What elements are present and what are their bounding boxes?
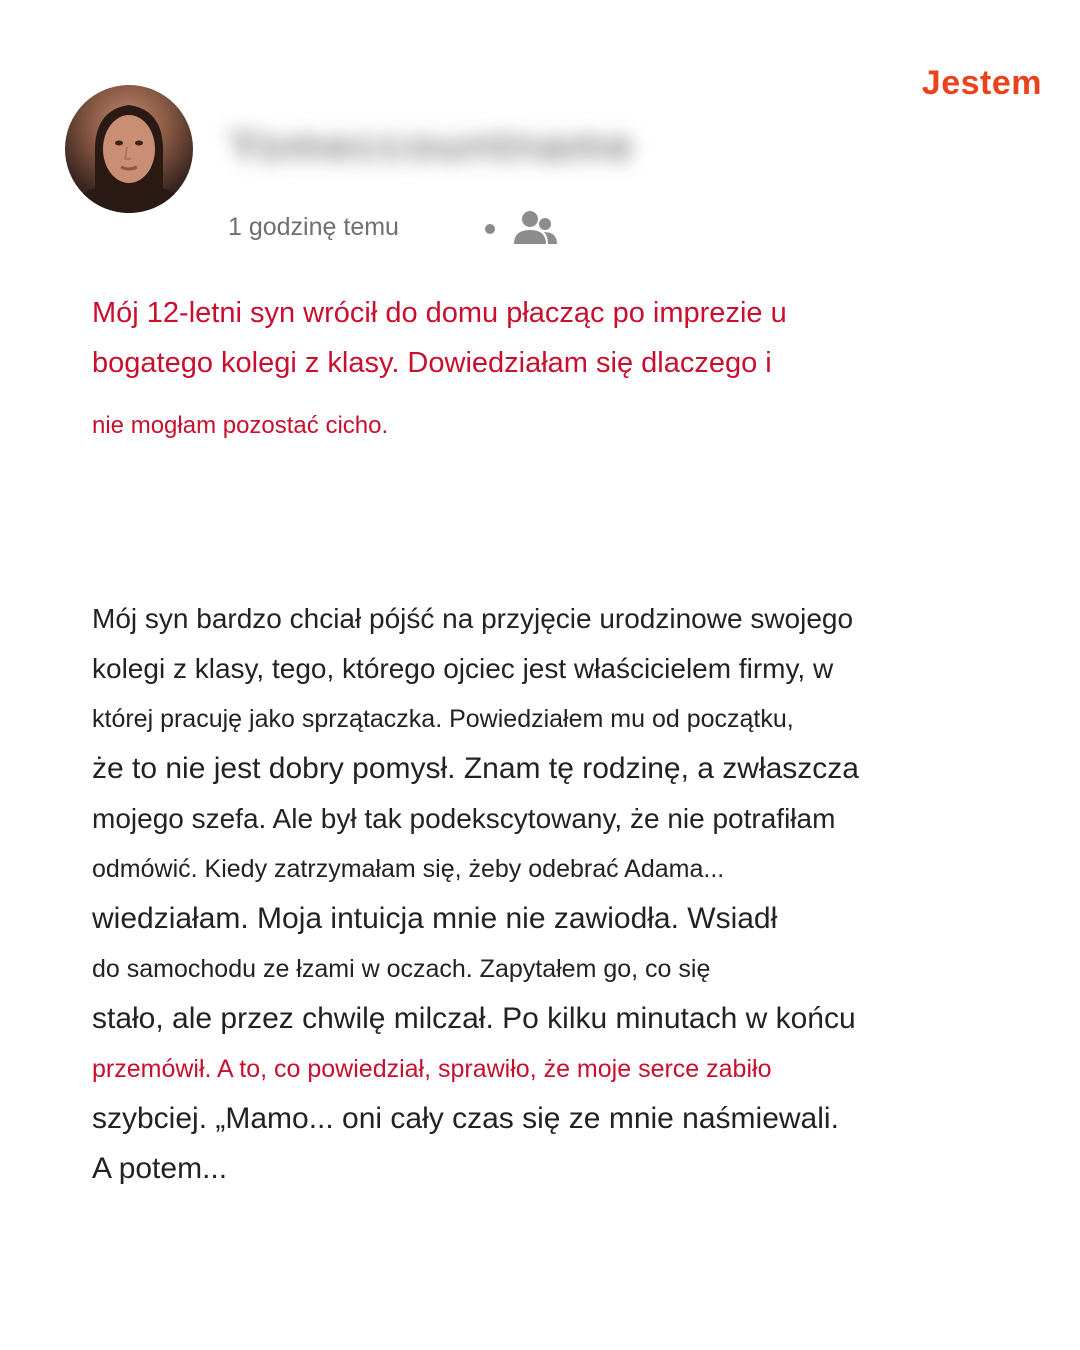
brand-logo[interactable]: Jestem (921, 64, 1042, 102)
separator-dot (485, 224, 495, 234)
body-line: odmówić. Kiedy zatrzymałam się, żeby odebrać Adama... (92, 855, 725, 883)
body-line: której pracuję jako sprzątaczka. Powiedziałem mu od początku, (92, 705, 794, 733)
body-line-highlight: przemówił. A to, co powiedział, sprawiło, że moje serce zabiło (92, 1055, 772, 1083)
body-line: że to nie jest dobry pomysł. Znam tę rodzinę, a zwłaszcza (92, 752, 859, 785)
post-body (92, 594, 992, 1194)
body-line: mojego szefa. Ale był tak podekscytowany, że nie potrafiłam (92, 803, 836, 834)
body-line: do samochodu ze łzami w oczach. Zapytałem go, co się (92, 955, 711, 983)
body-line: kolegi z klasy, tego, którego ojciec jest właścicielem firmy, w (92, 653, 834, 684)
people-icon (510, 208, 560, 248)
author-name[interactable]: Yomeccountname (228, 119, 635, 171)
headline-line-1: Mój 12-letni syn wrócił do domu płacząc po imprezie u (92, 297, 787, 329)
body-line: wiedziałam. Moja intuicja mnie nie zawiodła. Wsiadł (92, 902, 778, 935)
body-line: stało, ale przez chwilę milczał. Po kilku minutach w końcu (92, 1002, 856, 1035)
body-line: szybciej. „Mamo... oni cały czas się ze mnie naśmiewali. (92, 1102, 839, 1135)
author-avatar[interactable] (65, 85, 193, 213)
post-timestamp: 1 godzinę temu (228, 213, 399, 241)
post-headline (92, 288, 992, 444)
body-line: A potem... (92, 1152, 228, 1185)
headline-line-3: nie mogłam pozostać cicho. (92, 412, 389, 439)
profile-photo-icon (65, 85, 193, 213)
headline-line-2: bogatego kolegi z klasy. Dowiedziałam się dlaczego i (92, 347, 772, 379)
body-line: Mój syn bardzo chciał pójść na przyjęcie urodzinowe swojego (92, 603, 854, 634)
